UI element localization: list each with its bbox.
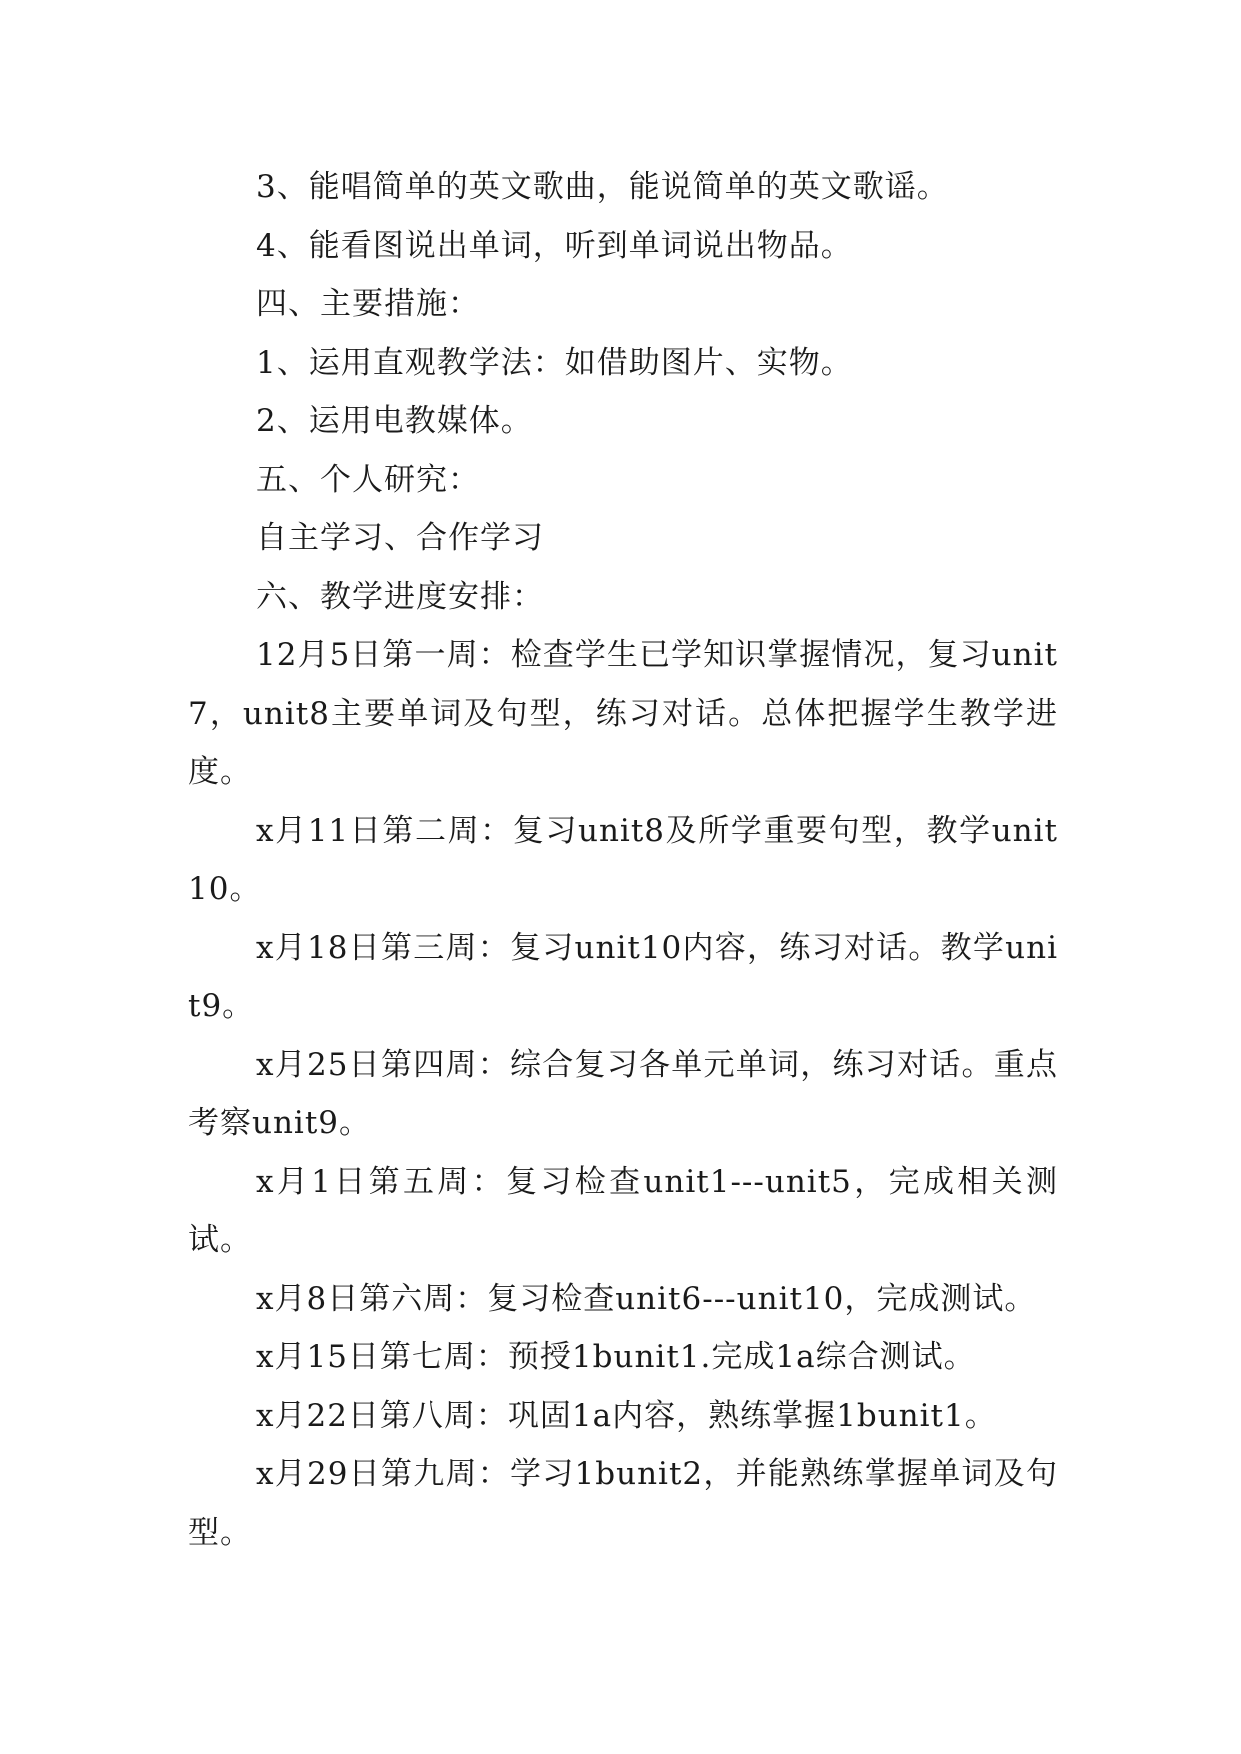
research-text: 自主学习、合作学习 <box>256 520 544 556</box>
section-heading-schedule: 六、教学进度安排： <box>256 578 544 615</box>
measure-item-2: 2、运用电教媒体。 <box>256 403 533 439</box>
section-heading-measures: 四、主要措施： <box>256 286 480 322</box>
measure-item-1: 1、运用直观教学法：如借助图片、实物。 <box>256 344 853 381</box>
schedule-week-7: x月15日第七周：预授1bunit1.完成1a综合测试。 <box>256 1339 976 1375</box>
section-heading-research: 五、个人研究： <box>256 461 480 498</box>
schedule-week-2: x月11日第二周：复习unit8及所学重要句型，教学unit10。 <box>188 812 1058 907</box>
schedule-week-9: x月29日第九周：学习1bunit2，并能熟练掌握单词及句型。 <box>188 1456 1058 1551</box>
goal-item-4: 4、能看图说出单词，听到单词说出物品。 <box>256 227 853 264</box>
schedule-week-1: 12月5日第一周：检查学生已学知识掌握情况，复习unit7，unit8主要单词及句型，练习对话。总体把握学生教学进度。 <box>188 637 1058 790</box>
schedule-week-5: x月1日第五周：复习检查unit1---unit5，完成相关测试。 <box>188 1163 1058 1258</box>
schedule-week-3: x月18日第三周：复习unit10内容，练习对话。教学unit9。 <box>188 929 1058 1024</box>
schedule-week-4: x月25日第四周：综合复习各单元单词，练习对话。重点考察unit9。 <box>188 1046 1058 1141</box>
schedule-week-8: x月22日第八周：巩固1a内容，熟练掌握1bunit1。 <box>256 1397 997 1434</box>
goal-item-3: 3、能唱简单的英文歌曲，能说简单的英文歌谣。 <box>256 169 949 205</box>
document-body <box>188 158 1058 1562</box>
schedule-week-6: x月8日第六周：复习检查unit6---unit10，完成测试。 <box>256 1280 1037 1317</box>
